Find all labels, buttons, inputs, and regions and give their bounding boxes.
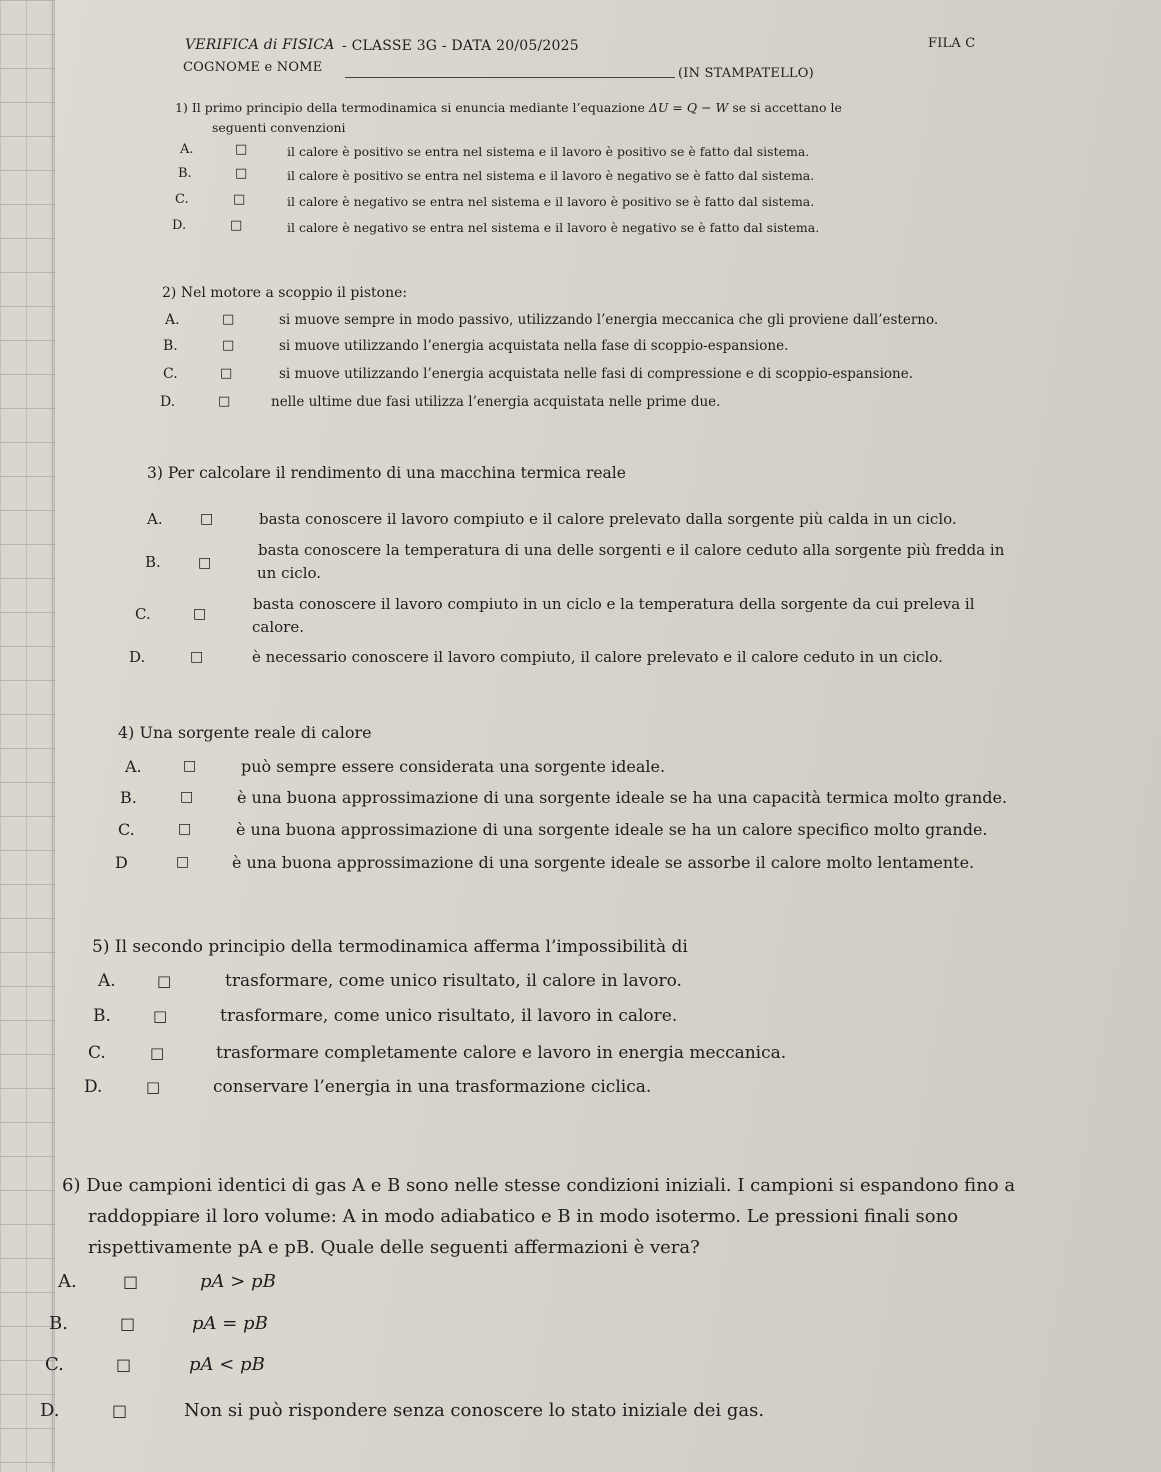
question-5	[92, 937, 688, 957]
option-text: basta conoscere il lavoro compiuto e il calore prelevato dalla sorgente più calda in un ciclo.	[259, 510, 957, 528]
option-letter: A.	[98, 971, 116, 991]
option-text: pA = pB	[192, 1313, 268, 1334]
option-text: il calore è positivo se entra nel sistema e il lavoro è positivo se è fatto dal sistema.	[287, 144, 810, 159]
question-text: Per calcolare il rendimento di una macchina termica reale	[167, 464, 626, 482]
test-title: VERIFICA di FISICA	[185, 37, 335, 53]
option-letter: B.	[163, 338, 178, 354]
option-text: basta conoscere la temperatura di una delle sorgenti e il calore ceduto alla sorgente più fredda in	[258, 541, 1005, 559]
option-text: il calore è negativo se entra nel sistema e il lavoro è positivo se è fatto dal sistema.	[287, 194, 815, 209]
question-number: 3)	[147, 464, 163, 482]
question-4	[118, 723, 372, 742]
option-letter: B.	[145, 553, 161, 571]
option-letter: B.	[93, 1006, 111, 1026]
option-letter: A.	[180, 142, 194, 157]
option-letter: D.	[160, 394, 176, 410]
checkbox[interactable]: □	[150, 1044, 165, 1062]
name-field[interactable]	[345, 62, 675, 78]
checkbox[interactable]: □	[222, 312, 235, 327]
question-text-tail: se si accettano le	[732, 100, 842, 115]
question-text: Il primo principio della termodinamica si enuncia mediante l’equazione	[191, 100, 645, 115]
option-text: Non si può rispondere senza conoscere lo stato iniziale dei gas.	[184, 1400, 765, 1421]
name-note: (IN STAMPATELLO)	[678, 66, 814, 81]
question-text: Il secondo principio della termodinamica afferma l’impossibilità di	[114, 937, 688, 957]
checkbox[interactable]: □	[112, 1401, 128, 1420]
question-text-line3: rispettivamente pA e pB. Quale delle seguenti affermazioni è vera?	[88, 1237, 700, 1258]
option-text: conservare l’energia in una trasformazione ciclica.	[213, 1077, 652, 1097]
question-number: 1)	[175, 100, 188, 115]
option-text: trasformare, come unico risultato, il lavoro in calore.	[220, 1006, 678, 1026]
checkbox[interactable]: □	[176, 854, 190, 870]
option-text: pA > pB	[200, 1271, 276, 1292]
question-number: 6)	[62, 1175, 81, 1196]
checkbox[interactable]: □	[200, 511, 214, 527]
question-6	[62, 1175, 1015, 1196]
option-letter: A.	[125, 757, 142, 776]
option-text: è necessario conoscere il lavoro compiuto, il calore prelevato e il calore ceduto in un ciclo.	[252, 648, 943, 666]
option-letter: C.	[163, 366, 178, 382]
option-letter: D.	[40, 1400, 60, 1421]
option-text: basta conoscere il lavoro compiuto in un ciclo e la temperatura della sorgente da cui preleva il	[253, 595, 975, 613]
checkbox[interactable]: □	[178, 821, 192, 837]
checkbox[interactable]: □	[218, 394, 231, 409]
option-text: è una buona approssimazione di una sorgente ideale se ha una capacità termica molto grande.	[237, 788, 1008, 807]
option-text: trasformare, come unico risultato, il calore in lavoro.	[225, 971, 682, 991]
question-2	[162, 285, 407, 301]
option-text: si muove utilizzando l’energia acquistata nella fase di scoppio-espansione.	[279, 338, 789, 354]
checkbox[interactable]: □	[120, 1314, 136, 1333]
checkbox[interactable]: □	[183, 758, 197, 774]
option-letter: B.	[178, 166, 192, 181]
option-letter: D.	[129, 648, 146, 666]
question-text-line2: raddoppiare il loro volume: A in modo adiabatico e B in modo isotermo. Le pressioni finali sono	[88, 1206, 959, 1227]
checkbox[interactable]: □	[193, 606, 207, 622]
option-letter: B.	[120, 788, 137, 807]
checkbox[interactable]: □	[220, 366, 233, 381]
question-number: 5)	[92, 937, 110, 957]
option-text-line2: calore.	[252, 618, 304, 636]
option-text: il calore è negativo se entra nel sistema e il lavoro è negativo se è fatto dal sistema.	[287, 220, 820, 235]
option-letter: D.	[84, 1077, 103, 1097]
checkbox[interactable]: □	[235, 166, 248, 181]
option-text: trasformare completamente calore e lavoro in energia meccanica.	[216, 1043, 787, 1063]
checkbox[interactable]: □	[230, 218, 243, 233]
question-text-line2: seguenti convenzioni	[212, 120, 346, 135]
option-letter: A.	[58, 1271, 77, 1292]
question-text: Nel motore a scoppio il pistone:	[180, 285, 408, 301]
option-letter: B.	[49, 1313, 68, 1334]
option-letter: C.	[88, 1043, 106, 1063]
checkbox[interactable]: □	[233, 192, 246, 207]
checkbox[interactable]: □	[157, 972, 172, 990]
option-text: si muove sempre in modo passivo, utilizzando l’energia meccanica che gli proviene dall’esterno.	[279, 312, 939, 328]
question-text: Una sorgente reale di calore	[139, 723, 372, 742]
fila-label: FILA C	[928, 36, 976, 51]
checkbox[interactable]: □	[190, 649, 204, 665]
option-text-line2: un ciclo.	[257, 564, 322, 582]
checkbox[interactable]: □	[123, 1272, 139, 1291]
option-text: il calore è positivo se entra nel sistema e il lavoro è negativo se è fatto dal sistema.	[287, 168, 815, 183]
checkbox[interactable]: □	[222, 338, 235, 353]
option-letter: D.	[172, 218, 187, 233]
option-text: è una buona approssimazione di una sorgente ideale se assorbe il calore molto lentamente.	[232, 853, 975, 872]
name-label: COGNOME e NOME	[183, 60, 323, 75]
question-text: Due campioni identici di gas A e B sono nelle stesse condizioni iniziali. I campioni si espandono fino a	[86, 1175, 1016, 1196]
option-text: può sempre essere considerata una sorgente ideale.	[241, 757, 666, 776]
option-letter: C.	[118, 820, 135, 839]
question-1	[175, 100, 842, 115]
question-3	[147, 464, 626, 482]
equation: ΔU = Q − W	[648, 100, 729, 115]
option-text: è una buona approssimazione di una sorgente ideale se ha un calore specifico molto grande.	[236, 820, 988, 839]
option-text: pA < pB	[189, 1354, 265, 1375]
option-letter: A.	[147, 510, 163, 528]
checkbox[interactable]: □	[116, 1355, 132, 1374]
checkbox[interactable]: □	[153, 1007, 168, 1025]
option-letter: D	[115, 853, 128, 872]
option-letter: A.	[165, 312, 180, 328]
option-letter: C.	[175, 192, 189, 207]
option-text: si muove utilizzando l’energia acquistata nelle fasi di compressione e di scoppio-espansione.	[279, 366, 914, 382]
class-date: - CLASSE 3G - DATA 20/05/2025	[342, 38, 579, 54]
option-letter: C.	[135, 605, 151, 623]
checkbox[interactable]: □	[198, 555, 212, 571]
option-letter: C.	[45, 1354, 64, 1375]
question-number: 2)	[162, 285, 177, 301]
question-number: 4)	[118, 723, 135, 742]
checkbox[interactable]: □	[146, 1078, 161, 1096]
checkbox[interactable]: □	[180, 789, 194, 805]
option-text: nelle ultime due fasi utilizza l’energia acquistata nelle prime due.	[271, 394, 721, 410]
checkbox[interactable]: □	[235, 142, 248, 157]
